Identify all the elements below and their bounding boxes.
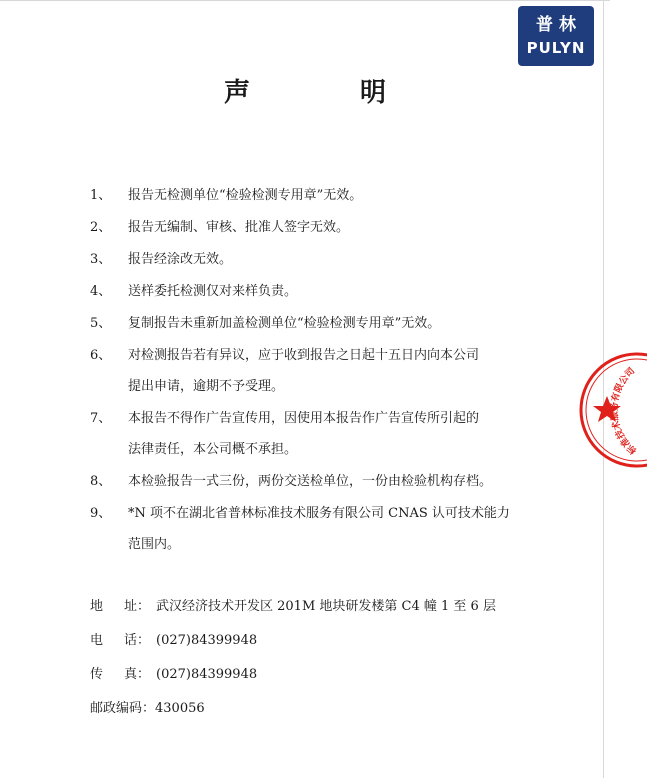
logo-cn-text: 普林 — [536, 15, 582, 35]
statement-item — [90, 212, 560, 243]
statement-text — [128, 403, 560, 465]
pulyn-logo — [518, 6, 594, 66]
statement-list — [90, 180, 560, 561]
fax-row — [90, 658, 496, 692]
statement-text — [128, 276, 560, 307]
fax-label-part: 真： — [123, 667, 150, 682]
statement-line: 本报告不得作广告宣传用，因使用本报告作广告宣传所引起的 — [128, 411, 480, 426]
statement-number: 6、 — [90, 348, 112, 363]
phone-value: (027)84399948 — [156, 633, 258, 648]
company-seal-stamp — [573, 350, 647, 470]
address-label-part: 址： — [123, 599, 150, 614]
statement-number: 2、 — [90, 220, 112, 235]
statement-line: 报告经涂改无效。 — [128, 252, 233, 267]
logo-en-text: PULYN — [526, 39, 586, 57]
statement-text — [128, 498, 560, 560]
fax-label — [90, 658, 156, 692]
postcode-value: 430056 — [155, 701, 205, 716]
statement-line: 复制报告未重新加盖检测单位“检验检测专用章”无效。 — [128, 316, 441, 331]
phone-label-part: 电 — [90, 633, 104, 648]
statement-item — [90, 498, 560, 560]
address-row — [90, 590, 496, 624]
statement-line: 范围内。 — [128, 537, 181, 552]
statement-line: 送样委托检测仅对来样负责。 — [128, 284, 298, 299]
postcode-row — [90, 692, 496, 726]
phone-label-part: 话： — [123, 633, 150, 648]
statement-line: 对检测报告若有异议，应于收到报告之日起十五日内向本公司 — [128, 348, 480, 363]
fax-value: (027)84399948 — [156, 667, 258, 682]
statement-line: 提出申请，逾期不予受理。 — [128, 379, 285, 394]
address-value: 武汉经济技术开发区 201M 地块研发楼第 C4 幢 1 至 6 层 — [156, 599, 496, 614]
statement-number: 7、 — [90, 411, 112, 426]
statement-line: 报告无编制、审核、批准人签字无效。 — [128, 220, 350, 235]
page-title: 声明 — [223, 78, 496, 108]
statement-item — [90, 244, 560, 275]
statement-line: 报告无检测单位“检验检测专用章”无效。 — [128, 188, 363, 203]
statement-item — [90, 308, 560, 339]
statement-text — [128, 340, 560, 402]
address-label-part: 地 — [90, 599, 104, 614]
statement-text — [128, 466, 560, 497]
page-top-border — [0, 0, 610, 1]
statement-item — [90, 180, 560, 211]
statement-number: 5、 — [90, 316, 112, 331]
statement-text — [128, 308, 560, 339]
contact-block — [90, 590, 496, 726]
statement-line: *N 项不在湖北省普林标准技术服务有限公司 CNAS 认可技术能力 — [128, 506, 510, 521]
statement-item — [90, 466, 560, 497]
seal-text: 标准技术服务有限公司 — [609, 366, 639, 456]
statement-item — [90, 276, 560, 307]
statement-line: 法律责任，本公司概不承担。 — [128, 442, 298, 457]
statement-number: 4、 — [90, 284, 112, 299]
fax-label-part: 传 — [90, 667, 104, 682]
address-label — [90, 590, 156, 624]
statement-number: 8、 — [90, 474, 112, 489]
statement-text — [128, 244, 560, 275]
postcode-label: 邮政编码： — [90, 701, 156, 716]
statement-text — [128, 180, 560, 211]
statement-number: 3、 — [90, 252, 112, 267]
statement-item — [90, 403, 560, 465]
phone-row — [90, 624, 496, 658]
statement-text — [128, 212, 560, 243]
statement-number: 1、 — [90, 188, 112, 203]
statement-item — [90, 340, 560, 402]
phone-label — [90, 624, 156, 658]
statement-line: 本检验报告一式三份，两份交送检单位，一份由检验机构存档。 — [128, 474, 493, 489]
statement-number: 9、 — [90, 506, 112, 521]
